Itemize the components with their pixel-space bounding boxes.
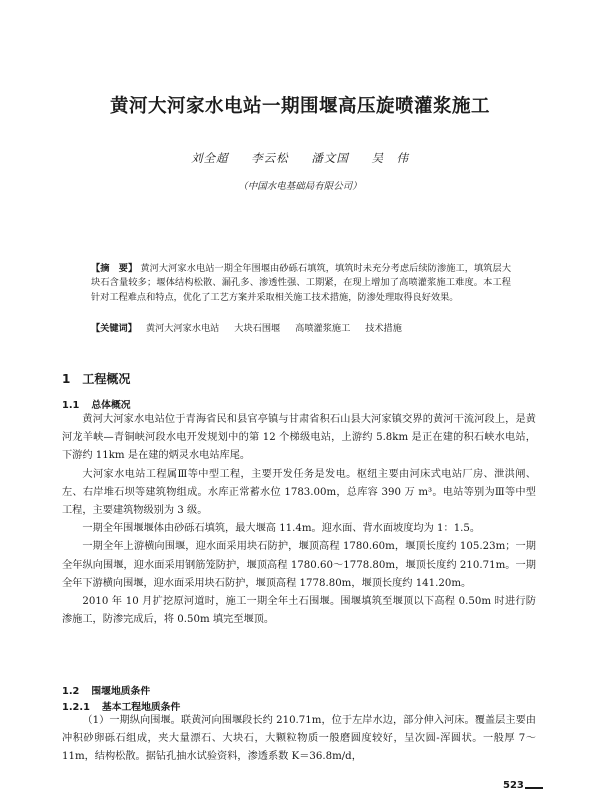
author-name: 李云松 [251, 151, 289, 165]
subsection-heading [62, 397, 131, 411]
paragraph: （1）一期纵向围堰。联黄河向围堰段长约 210.71m，位于左岸水边，部分伸入河床。覆盖层主要由冲积砂卵砾石组成，夹大量漂石、大块石，大颗粒物质一般磨圆度较好，呈次圆-浑圆状。一般厚 7～11m，结构松散。据钻孔抽水试验资料，渗透系数 K＝36.8m/d， [62, 715, 536, 763]
subsection-title: 围堰地质条件 [91, 686, 151, 697]
paragraph: 黄河大河家水电站位于青海省民和县官亭镇与甘肃省积石山县大河家镇交界的黄河干流河段上，是黄河龙羊峡—青铜峡河段水电开发规划中的第 12 个梯级电站，上游约 5.8km 是正在建的积石峡水电站，下游约 11km 是在建的炳灵水电站库尾。 [62, 414, 536, 462]
body-text [62, 712, 536, 767]
keyword: 技术措施 [365, 323, 402, 334]
section-heading [62, 370, 130, 387]
abstract [91, 262, 511, 305]
paragraph: 一期全年围堰堰体由砂砾石填筑，最大堰高 11.4m。迎水面、背水面坡度均为 1：1.5。 [82, 523, 481, 535]
subsection-number: 1.2 [62, 686, 80, 697]
author-name: 吴 伟 [371, 151, 409, 165]
subsubsection-heading [62, 699, 180, 713]
keywords [91, 322, 511, 336]
paragraph: 大河家水电站工程属Ⅲ等中型工程，主要开发任务是发电。枢纽主要由河床式电站厂房、泄洪闸、左、右岸堆石坝等建筑物组成。水库正常蓄水位 1783.00m，总库容 390 万 m³。电站等别为Ⅲ等中型工程，主要建筑物级别为 3 级。 [62, 468, 536, 517]
paragraph: 2010 年 10 月扩挖原河道时，施工一期全年土石围堰。围堰填筑至堰顶以下高程 0.50m 时进行防渗施工，防渗完成后，将 0.50m 填完至堰顶。 [62, 596, 536, 626]
subsection-number: 1.1 [62, 400, 80, 411]
section-title: 工程概况 [82, 372, 131, 386]
abstract-label: 【摘 要】 [91, 263, 138, 274]
paragraph: 一期全年上游横向围堰，迎水面采用块石防护，堰顶高程 1780.60m，堰顶长度约 105.23m；一期全年纵向围堰，迎水面采用钢筋笼防护，堰顶高程 1780.60～1778.80m，堰顶长度约 210.71m。一期全年下游横向围堰，迎水面采用块石防护，堰顶高程 1778.80m，堰顶长度约 141.20m。 [62, 541, 536, 589]
footer-rule [525, 787, 543, 789]
paper-title: 黄河大河家水电站一期围堰高压旋喷灌浆施工 [109, 96, 490, 117]
author-name: 潘文国 [311, 151, 349, 165]
author-name: 刘全超 [191, 151, 229, 165]
author-list [0, 150, 600, 166]
keyword: 高喷灌浆施工 [295, 323, 351, 334]
section-number: 1 [62, 372, 71, 386]
keyword: 大块石围堰 [234, 323, 281, 334]
keyword: 黄河大河家水电站 [145, 323, 220, 334]
subsubsection-title: 基本工程地质条件 [101, 702, 181, 713]
keywords-label: 【关键词】 [91, 323, 137, 334]
body-text [62, 411, 536, 629]
page-number: 523 [503, 780, 524, 791]
subsection-heading [62, 683, 150, 697]
abstract-text: 黄河大河家水电站一期全年围堰由砂砾石填筑，填筑时未充分考虑后续防渗施工，填筑层大块石含量较多；堰体结构松散、漏孔多、渗透性强、工期紧，在现上增加了高喷灌浆施工难度。本工程针对工程难点和特点，优化了工艺方案并采取相关施工技术措施，防渗处理取得良好效果。 [91, 263, 512, 303]
subsubsection-number: 1.2.1 [62, 702, 90, 713]
subsection-title: 总体概况 [91, 400, 131, 411]
affiliation: （中国水电基础局有限公司） [238, 181, 362, 192]
